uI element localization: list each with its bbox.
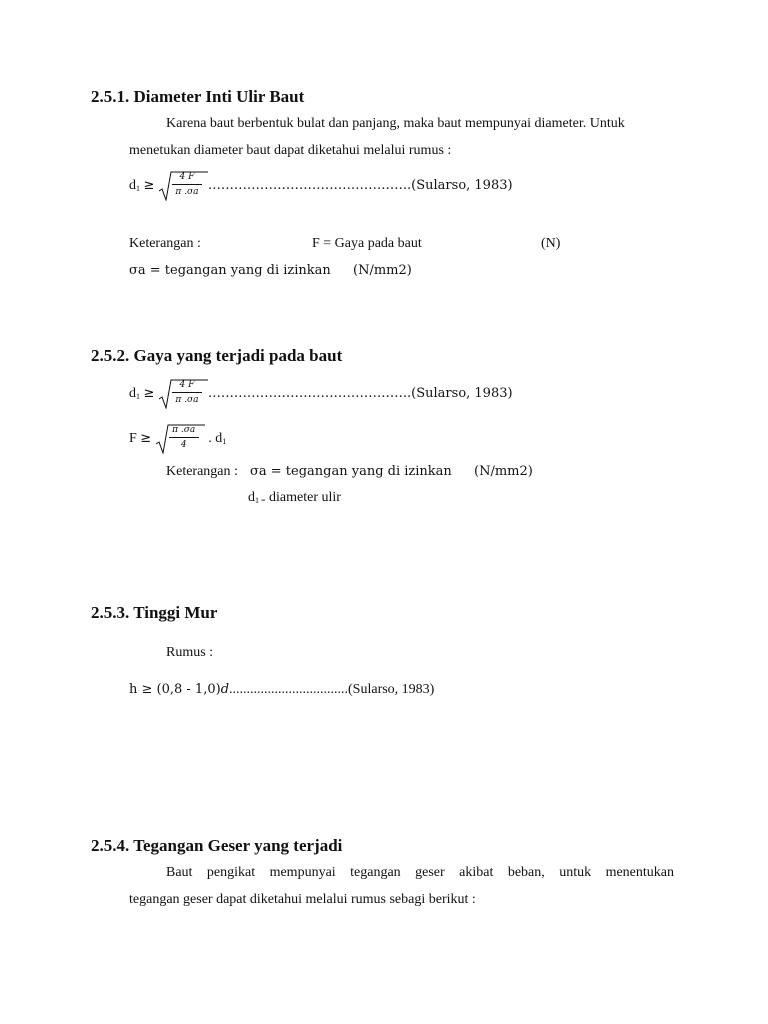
sigma-definition-2: σa = tegangan yang di izinkan (250, 464, 452, 479)
fraction-denominator: π .σa (175, 187, 199, 197)
formula-reference: (Sularso, 1983) (411, 178, 513, 194)
greater-equal-symbol: ≥ (140, 431, 152, 447)
section-1-heading: 2.5.1. Diameter Inti Ulir Baut (91, 87, 305, 106)
formula-prefix: h ≥ (0,8 - 1,0) (129, 682, 221, 697)
greater-equal-symbol: ≥ (143, 386, 155, 402)
fraction (172, 379, 202, 406)
section-4-paragraph-line-2: tegangan geser dapat diketahui melalui rumus sebagi berikut : (129, 892, 476, 907)
fraction-denominator: 4 (180, 440, 187, 450)
rumus-label: Rumus : (166, 645, 214, 660)
greater-equal-symbol: ≥ (143, 178, 155, 194)
d1-definition: $d_{1 =}$ diameter ulir (248, 490, 341, 505)
formula-tail: . $d_1$ (208, 431, 227, 447)
sigma-definition: σa = tegangan yang di izinkan (129, 263, 331, 278)
section-1-paragraph-line-2: menetukan diameter baut dapat diketahui melalui rumus : (129, 143, 452, 158)
fraction-denominator: π .σa (175, 395, 199, 405)
sigma-unit: (N/mm2) (353, 263, 412, 278)
square-root (158, 379, 208, 409)
section-4-heading: 2.5.4. Tegangan Geser yang terjadi (91, 836, 343, 855)
fraction (169, 424, 199, 451)
square-root (158, 171, 208, 201)
keterangan-label-2: Keterangan : (166, 464, 238, 479)
keterangan-gaya: F = Gaya pada baut (312, 236, 422, 251)
keterangan-label: Keterangan : (129, 236, 201, 251)
leader-dots: ……………………………………….. (207, 386, 412, 402)
fraction-numerator: π .σa (169, 424, 199, 438)
formula-variable: d (220, 682, 230, 697)
section-1-paragraph-line-1: Karena baut berbentuk bulat dan panjang, maka baut mempunyai diameter. Untuk (166, 116, 625, 131)
diameter-formula-2 (129, 379, 513, 409)
leader-dots: .................................. (229, 682, 349, 697)
diameter-formula (129, 171, 513, 201)
fraction-numerator: 4 F (172, 379, 202, 393)
section-2-heading: 2.5.2. Gaya yang terjadi pada baut (91, 346, 343, 365)
force-formula (129, 424, 226, 454)
sigma-unit-2: (N/mm2) (474, 464, 533, 479)
section-4-paragraph-line-1: Baut pengikat mempunyai tegangan geser akibat beban, untuk menentukan (166, 865, 674, 880)
fraction-numerator: 4 F (172, 171, 202, 185)
formula-reference: (Sularso, 1983) (411, 386, 513, 402)
keterangan-unit: (N) (541, 236, 561, 251)
formula-lhs: F (129, 431, 137, 447)
nut-height-formula (129, 682, 434, 698)
fraction (172, 171, 202, 198)
formula-lhs: $d_1$ (129, 386, 140, 402)
section-3-heading: 2.5.3. Tinggi Mur (91, 603, 218, 622)
formula-lhs: $d_1$ (129, 178, 140, 194)
formula-reference: (Sularso, 1983) (348, 682, 435, 697)
leader-dots: ……………………………………….. (207, 178, 412, 194)
square-root (155, 424, 205, 454)
